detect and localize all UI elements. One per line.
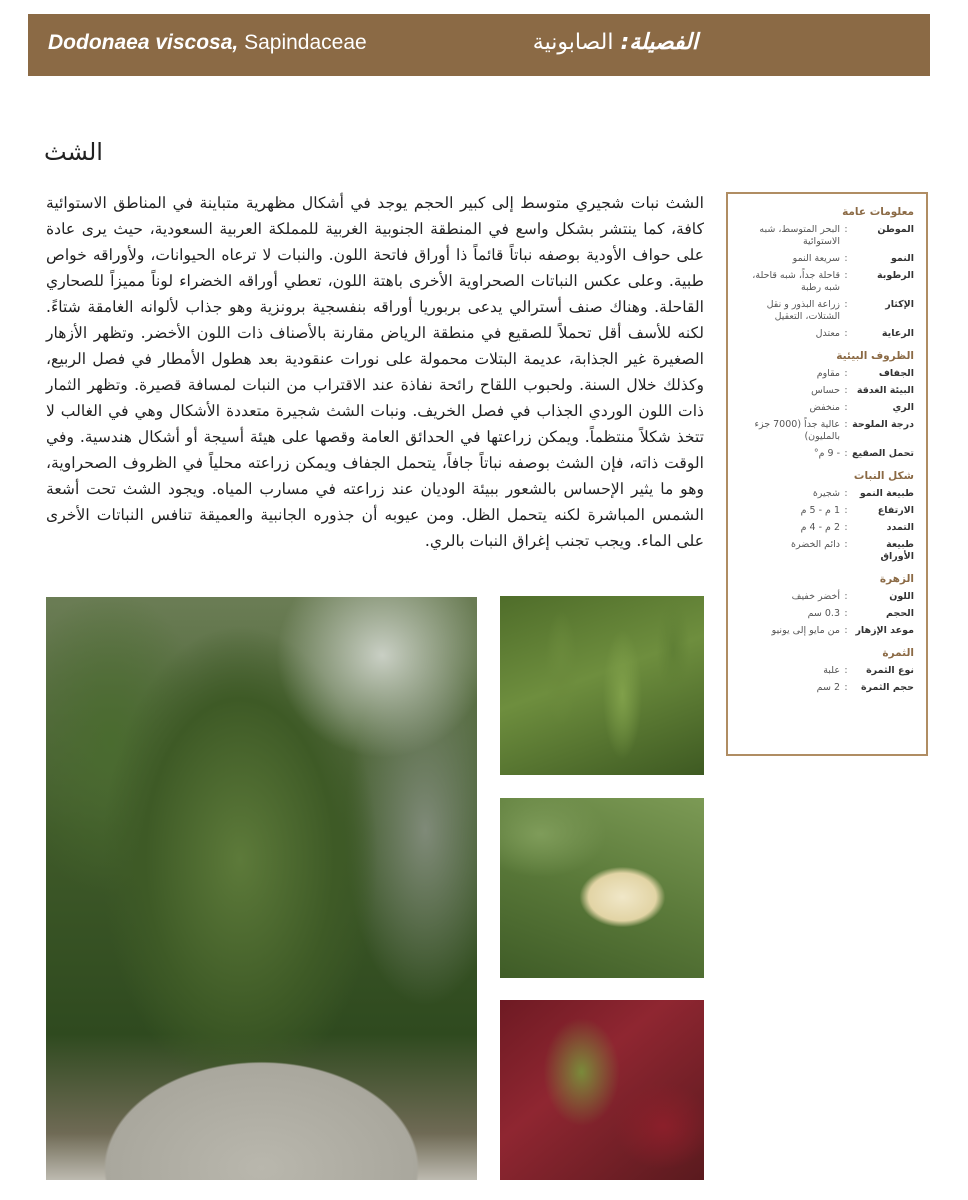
- info-section-heading: معلومات عامة: [842, 206, 914, 218]
- info-value: شجيرة: [812, 488, 840, 499]
- info-section: [740, 350, 914, 460]
- info-section-heading: الظروف البيئية: [836, 350, 914, 362]
- info-value: مقاوم: [816, 368, 840, 379]
- info-section: [740, 573, 914, 637]
- info-label: الارتفاع: [877, 505, 914, 516]
- info-value: من مايو إلى يونيو: [771, 625, 840, 636]
- info-row: [740, 505, 914, 517]
- latin-family: Sapindaceae: [244, 31, 367, 54]
- info-colon: :: [844, 419, 848, 430]
- info-label: نوع الثمرة: [866, 665, 914, 676]
- info-row: [740, 682, 914, 694]
- info-row: [740, 299, 914, 323]
- info-row: [740, 224, 914, 248]
- info-section: [740, 470, 914, 563]
- info-label: اللون: [889, 591, 914, 602]
- info-label: موعد الإزهار: [855, 625, 914, 636]
- info-value: قاحلة جداً، شبه قاحلة، شبه رطبة: [752, 270, 840, 293]
- info-colon: :: [844, 385, 848, 396]
- info-colon: :: [844, 608, 848, 619]
- info-row: [740, 665, 914, 677]
- page-header-bar: [28, 14, 930, 76]
- info-row: [740, 539, 914, 563]
- info-label: تحمل الصقيع: [852, 448, 914, 459]
- info-value: دائم الخضرة: [791, 539, 840, 550]
- info-value: عالية جداً (7000 جزء بالمليون): [754, 419, 840, 442]
- info-value: زراعة البذور و نقل الشتلات، التعقيل: [766, 299, 840, 322]
- plant-info-box: [726, 192, 928, 756]
- info-value: منخفض: [809, 402, 840, 413]
- info-value: أخضر خفيف: [791, 591, 840, 602]
- info-label: الرطوبة: [877, 270, 914, 281]
- info-row: [740, 488, 914, 500]
- purple-variety-photo: [500, 1000, 704, 1180]
- info-value: حساس: [811, 385, 840, 396]
- scientific-name: [48, 31, 367, 55]
- info-colon: :: [844, 591, 848, 602]
- fruit-photo: [500, 798, 704, 978]
- info-colon: :: [844, 328, 848, 339]
- info-label: درجة الملوحة: [852, 419, 914, 430]
- info-colon: :: [844, 253, 848, 264]
- info-row: [740, 253, 914, 265]
- latin-genus: Dodonaea viscosa,: [48, 31, 239, 54]
- info-row: [740, 328, 914, 340]
- info-row: [740, 402, 914, 414]
- info-label: البيئة الغدقة: [856, 385, 914, 396]
- leaves-photo: [500, 596, 704, 775]
- info-row: [740, 419, 914, 443]
- info-value: - 9 م°: [813, 448, 840, 459]
- info-row: [740, 270, 914, 294]
- info-row: [740, 368, 914, 380]
- info-label: الموطن: [877, 224, 914, 235]
- info-section-heading: الثمرة: [882, 647, 914, 659]
- family-name: [533, 30, 698, 55]
- info-label: الري: [892, 402, 914, 413]
- info-label: الجفاف: [878, 368, 914, 379]
- info-value: معتدل: [815, 328, 840, 339]
- info-colon: :: [844, 625, 848, 636]
- info-colon: :: [844, 448, 848, 459]
- info-row: [740, 448, 914, 460]
- info-section: [740, 206, 914, 340]
- info-label: الحجم: [886, 608, 914, 619]
- info-section-heading: شكل النبات: [853, 470, 914, 482]
- info-colon: :: [844, 224, 848, 235]
- info-row: [740, 608, 914, 620]
- info-colon: :: [844, 299, 848, 310]
- info-row: [740, 625, 914, 637]
- family-value: الصابونية: [532, 30, 614, 55]
- info-value: علبة: [823, 665, 840, 676]
- info-section: [740, 647, 914, 694]
- info-value: سريعة النمو: [792, 253, 840, 264]
- info-label: التمدد: [886, 522, 914, 533]
- info-value: البحر المتوسط، شبه الاستوائية: [759, 224, 840, 247]
- info-label: النمو: [890, 253, 914, 264]
- info-value: 2 م - 4 م: [800, 522, 840, 533]
- info-label: الإكثار: [885, 299, 914, 310]
- info-colon: :: [844, 505, 848, 516]
- info-colon: :: [844, 522, 848, 533]
- info-label: الرعاية: [881, 328, 914, 339]
- info-section-heading: الزهرة: [879, 573, 914, 585]
- shrub-photo: [46, 597, 477, 1180]
- info-row: [740, 522, 914, 534]
- info-value: 1 م - 5 م: [800, 505, 840, 516]
- info-label: طبيعة النمو: [859, 488, 914, 499]
- info-colon: :: [844, 368, 848, 379]
- page-title: الشث: [44, 138, 103, 166]
- info-colon: :: [844, 402, 848, 413]
- family-label: الفصيلة:: [620, 30, 698, 55]
- info-value: 0.3 سم: [807, 608, 840, 619]
- info-label: طبيعة الأوراق: [880, 539, 914, 562]
- info-colon: :: [844, 682, 848, 693]
- plant-description: الشث نبات شجيري متوسط إلى كبير الحجم يوجد في أشكال مظهرية متباينة في المناطق الاستوائية كافة، كما ينتشر بشكل واسع في المنطقة الجنوبية الغربية للمملكة العربية السعودية، حيث يرى عادة على حواف الأودية بوصفه نباتاً قائماً ذا أوراق فاتحة اللون. والنبات لا ترعاه الحيوانات، ولأوراقه خواص طبية. وعلى عكس النباتات الصحراوية الأخرى باهتة اللون، تعطي أوراقه الخضراء لوناً مميزاً للصحاري القاحلة. وهناك صنف أسترالي يدعى بربوريا أوراقه بنفسجية برونزية وهو جذاب لألوانه الغامقة شتاءً. لكنه للأسف أقل تحملاً للصقيع في منطقة الرياض مقارنة بالأصناف ذات اللون الأخضر. وتظهر الأزهار الصغيرة غير الجذابة، عديمة البتلات محمولة على نورات عنقودية بعد هطول الأمطار في فصل الربيع، وكذلك خلال السنة. ولحبوب اللقاح رائحة نفاذة عند الاقتراب من النبات لمسافة قصيرة. وتظهر الثمار ذات اللون الوردي الجذاب في فصل الخريف. ونبات الشث شجيرة متعددة الأشكال وهي في الغالب لا تتخذ شكلاً منتظماً. ويمكن زراعتها في الحدائق العامة وقصها على هيئة أسيجة أو أشكال هندسية. وفي الوقت ذاته، فإن الشث بوصفه نباتاً جافاً، يتحمل الجفاف ويمكن زراعته محلياً في الظروف الصحراوية، وهو ما يثير الإحساس بالشعور ببيئة الوديان عند زراعته في مسارب المياه. ويجود الشث تحت أشعة الشمس المباشرة لكنه يتحمل الظل. ومن عيوبه أن جذوره الجانبية والعميقة تنافس النباتات الأخرى على الماء. ويجب تجنب إغراق النبات بالري.: [46, 194, 704, 550]
- info-colon: :: [844, 665, 848, 676]
- info-label: حجم الثمرة: [860, 682, 914, 693]
- info-row: [740, 385, 914, 397]
- info-colon: :: [844, 270, 848, 281]
- info-row: [740, 591, 914, 603]
- info-colon: :: [844, 488, 848, 499]
- info-colon: :: [844, 539, 848, 550]
- info-value: 2 سم: [816, 682, 840, 693]
